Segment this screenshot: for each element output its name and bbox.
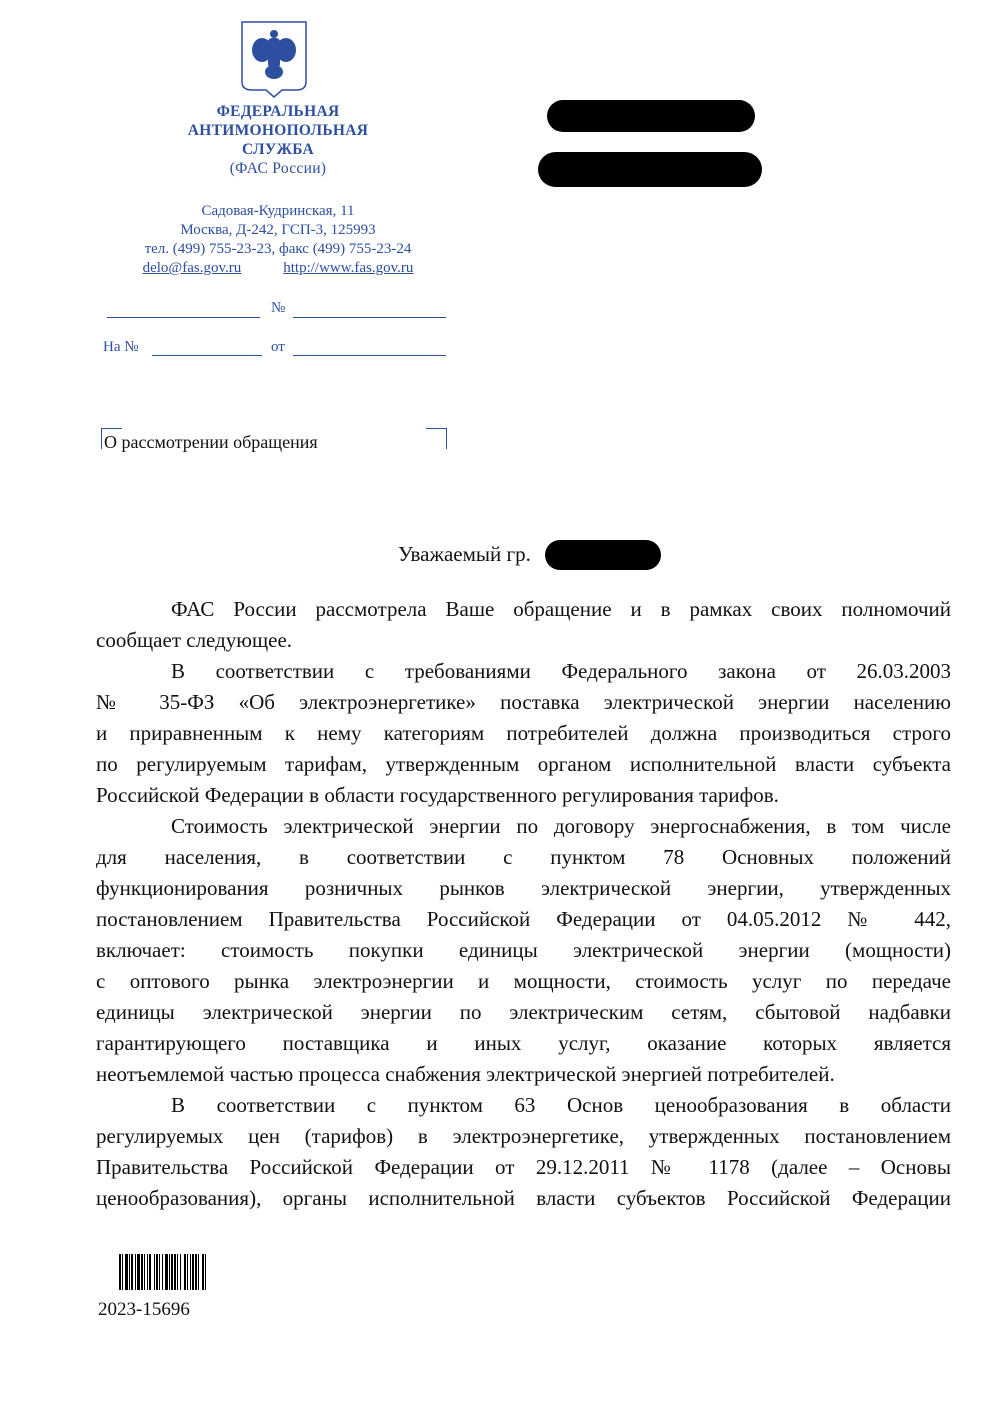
paragraph-line: Российской Федерации в области государственного регулирования тарифов.	[96, 783, 779, 807]
org-short-name: (ФАС России)	[229, 160, 327, 177]
org-line-2: АНТИМОНОПОЛЬНАЯ	[187, 122, 369, 139]
paragraph-line: неотъемлемой частью процесса снабжения электрической энергией потребителей.	[96, 1062, 835, 1086]
barcode	[119, 1254, 208, 1290]
paragraph-line: включает: стоимость покупки единицы электрической энергии (мощности)	[96, 938, 951, 962]
paragraph	[96, 1090, 951, 1214]
outgoing-date-line	[107, 317, 260, 318]
paragraph-line: и приравненным к нему категориям потребителей должна производиться строго	[96, 721, 951, 745]
paragraph	[96, 811, 951, 1090]
subject-line: О рассмотрении обращения	[104, 432, 318, 452]
reply-from-label: от	[271, 339, 285, 355]
reply-number-label: На №	[103, 339, 139, 355]
paragraph-line: единицы электрической энергии по электрическим сетям, сбытовой надбавки	[96, 1000, 951, 1024]
paragraph-line: регулируемых цен (тарифов) в электроэнергетике, утвержденных постановлением	[96, 1124, 951, 1148]
paragraph	[96, 656, 951, 811]
paragraph-line: с оптового рынка электроэнергии и мощности, стоимость услуг по передаче	[96, 969, 951, 993]
paragraph-line: сообщает следующее.	[96, 628, 293, 652]
coat-of-arms-emblem	[240, 20, 308, 98]
paragraph-line: Правительства Российской Федерации от 29.12.2011 № 1178 (далее – Основы	[96, 1155, 951, 1179]
paragraph-line: № 35-ФЗ «Об электроэнергетике» поставка электрической энергии населению	[96, 690, 951, 714]
redacted-recipient-name	[547, 100, 755, 132]
paragraph-line: постановлением Правительства Российской Федерации от 04.05.2012 № 442,	[96, 907, 951, 931]
paragraph-line: гарантирующего поставщика и иных услуг, оказание которых является	[96, 1031, 951, 1055]
greeting: Уважаемый гр.	[398, 542, 531, 566]
address-line-1: Садовая-Кудринская, 11	[201, 203, 355, 219]
org-address	[128, 202, 428, 278]
subject-corner-right	[426, 428, 447, 449]
org-line-1: ФЕДЕРАЛЬНАЯ	[216, 103, 340, 120]
paragraph-line: ценообразования), органы исполнительной власти субъектов Российской Федерации	[96, 1186, 951, 1210]
redacted-recipient-address	[538, 152, 762, 187]
website-link[interactable]: http://www.fas.gov.ru	[283, 260, 414, 276]
paragraph-line: В соответствии с пунктом 63 Основ ценообразования в области	[171, 1093, 951, 1117]
org-line-3: СЛУЖБА	[241, 141, 315, 158]
reply-date-line	[293, 355, 446, 356]
paragraph-line: В соответствии с требованиями Федерального закона от 26.03.2003	[171, 659, 951, 683]
paragraph-line: ФАС России рассмотрела Ваше обращение и в рамках своих полномочий	[171, 597, 951, 621]
outgoing-number-line	[293, 317, 446, 318]
reply-number-line	[152, 355, 262, 356]
paragraph-line: для населения, в соответствии с пунктом 78 Основных положений	[96, 845, 951, 869]
paragraph-line: функционирования розничных рынков электрической энергии, утвержденных	[96, 876, 951, 900]
paragraph	[96, 594, 951, 656]
letter-body	[96, 594, 951, 1214]
organization-name	[128, 102, 428, 178]
barcode-bar	[206, 1254, 208, 1290]
paragraph-line: Стоимость электрической энергии по договору энергоснабжения, в том числе	[171, 814, 951, 838]
number-label: №	[271, 300, 286, 316]
redacted-addressee	[545, 540, 661, 570]
registration-number: 2023-15696	[98, 1299, 190, 1320]
paragraph-line: по регулируемым тарифам, утвержденным органом исполнительной власти субъекта	[96, 752, 951, 776]
phone-fax: тел. (499) 755-23-23, факс (499) 755-23-24	[144, 241, 412, 257]
address-line-2: Москва, Д-242, ГСП-3, 125993	[180, 222, 376, 238]
email-link[interactable]: delo@fas.gov.ru	[142, 260, 242, 276]
